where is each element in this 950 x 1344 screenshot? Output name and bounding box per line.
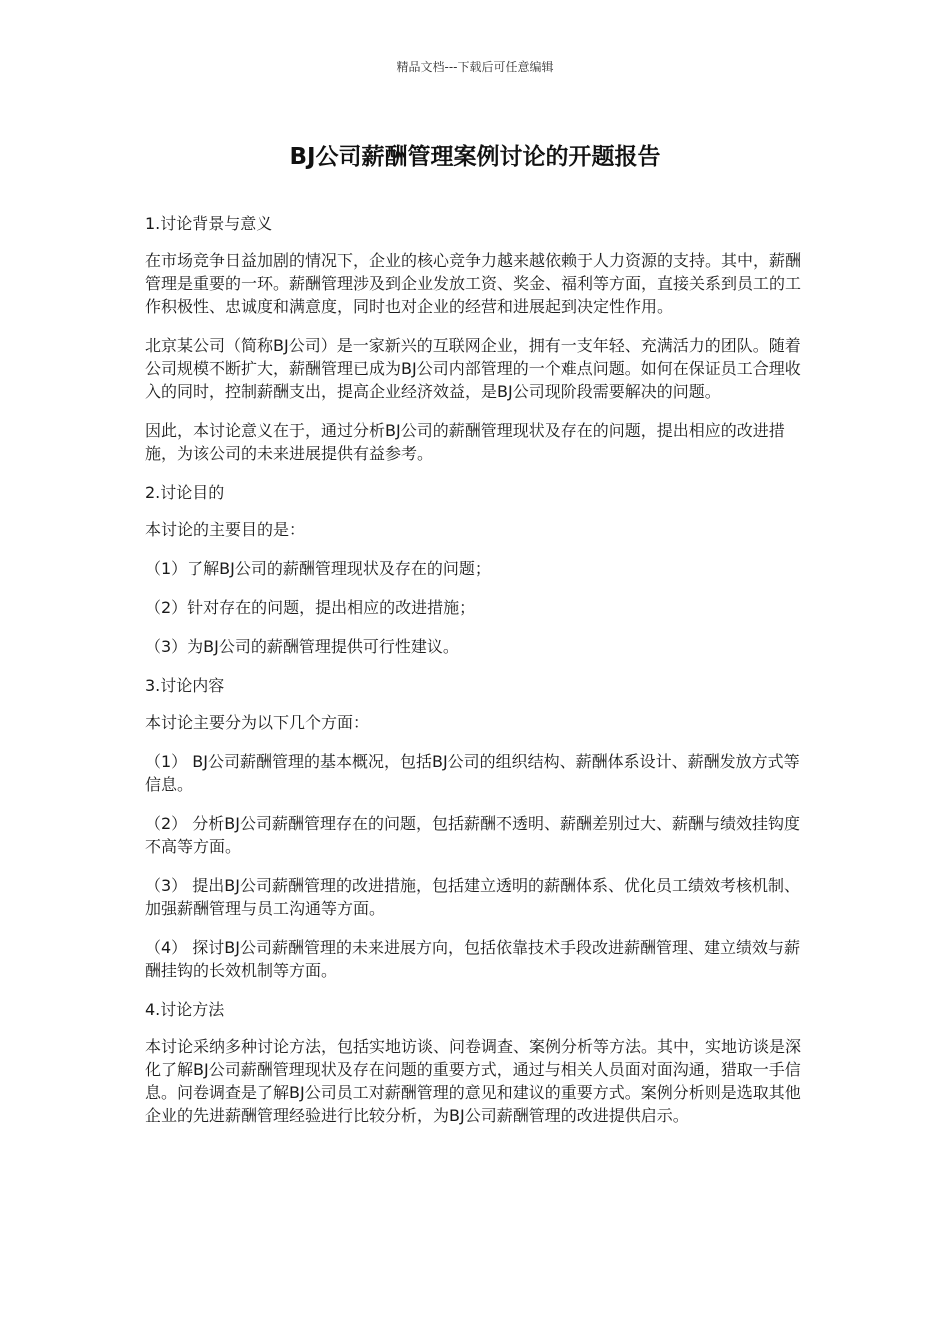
section-3-item-4: （4） 探讨BJ公司薪酬管理的未来进展方向，包括依靠技术手段改进薪酬管理、建立绩效与薪酬挂钩的长效机制等方面。 bbox=[145, 938, 800, 980]
section-3-item-3: （3） 提出BJ公司薪酬管理的改进措施，包括建立透明的薪酬体系、优化员工绩效考核机制、加强薪酬管理与员工沟通等方面。 bbox=[145, 876, 800, 918]
section-2-item-1: （1）了解BJ公司的薪酬管理现状及存在的问题； bbox=[145, 559, 491, 578]
section-4-paragraph-1: 本讨论采纳多种讨论方法，包括实地访谈、问卷调查、案例分析等方法。其中，实地访谈是深化了解BJ公司薪酬管理现状及存在问题的重要方式，通过与相关人员面对面沟通，猎取一手信息。问卷调查是了解BJ公司员工对薪酬管理的意见和建议的重要方式。案例分析则是选取其他企业的先进薪酬管理经验进行比较分析，为BJ公司薪酬管理的改进提供启示。 bbox=[145, 1037, 802, 1125]
section-1-heading: 1.讨论背景与意义 bbox=[145, 214, 273, 233]
section-2-intro: 本讨论的主要目的是： bbox=[145, 520, 306, 539]
section-1-paragraph-3: 因此，本讨论意义在于，通过分析BJ公司的薪酬管理现状及存在的问题，提出相应的改进措施，为该公司的未来进展提供有益参考。 bbox=[145, 421, 785, 463]
section-3-item-2: （2） 分析BJ公司薪酬管理存在的问题，包括薪酬不透明、薪酬差别过大、薪酬与绩效挂钩度不高等方面。 bbox=[145, 814, 800, 856]
section-1-paragraph-2: 北京某公司（简称BJ公司）是一家新兴的互联网企业，拥有一支年轻、充满活力的团队。随着公司规模不断扩大，薪酬管理已成为BJ公司内部管理的一个难点问题。如何在保证员工合理收入的同时，控制薪酬支出，提高企业经济效益，是BJ公司现阶段需要解决的问题。 bbox=[145, 336, 801, 401]
section-3-heading: 3.讨论内容 bbox=[145, 676, 225, 695]
document-title: BJ公司薪酬管理案例讨论的开题报告 bbox=[289, 144, 661, 170]
document-body bbox=[145, 212, 807, 1143]
section-3-item-1: （1） BJ公司薪酬管理的基本概况，包括BJ公司的组织结构、薪酬体系设计、薪酬发放方式等信息。 bbox=[145, 752, 800, 794]
section-4-heading: 4.讨论方法 bbox=[145, 1000, 225, 1019]
section-3-intro: 本讨论主要分为以下几个方面： bbox=[145, 713, 370, 732]
section-2-item-3: （3）为BJ公司的薪酬管理提供可行性建议。 bbox=[145, 637, 459, 656]
section-2-heading: 2.讨论目的 bbox=[145, 483, 225, 502]
section-1-paragraph-1: 在市场竞争日益加剧的情况下，企业的核心竞争力越来越依赖于人力资源的支持。其中，薪酬管理是重要的一环。薪酬管理涉及到企业发放工资、奖金、福利等方面，直接关系到员工的工作积极性、忠诚度和满意度，同时也对企业的经营和进展起到决定性作用。 bbox=[145, 251, 802, 316]
section-2-item-2: （2）针对存在的问题，提出相应的改进措施； bbox=[145, 598, 476, 617]
header-note: 精品文档---下载后可任意编辑 bbox=[396, 60, 554, 74]
